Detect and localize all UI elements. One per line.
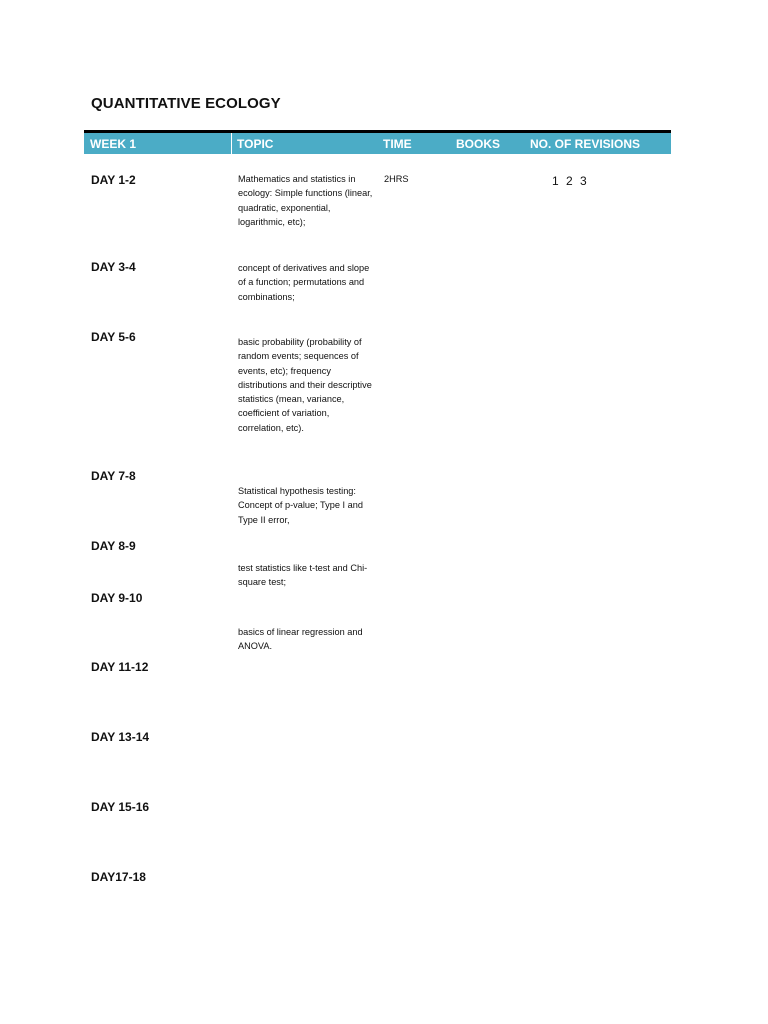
table-header (84, 130, 671, 154)
header-books: BOOKS (456, 137, 501, 151)
day-label-9-10: DAY 9-10 (91, 591, 143, 605)
day-label-15-16: DAY 15-16 (91, 800, 150, 814)
day-label-5-6: DAY 5-6 (91, 330, 136, 344)
topic-4: Statistical hypothesis testing: Concept of p-value; Type I and Type II error, (238, 486, 363, 525)
day-label-1-2: DAY 1-2 (91, 173, 136, 187)
header-time: TIME (383, 137, 412, 151)
page-title: QUANTITATIVE ECOLOGY (91, 95, 281, 112)
revisions-value: 1 2 3 (552, 174, 588, 188)
time-value: 2HRS (384, 174, 409, 184)
topic-1: Mathematics and statistics in ecology: Simple functions (linear, quadratic, exponential, logarithmic, etc); (238, 174, 373, 227)
day-label-8-9: DAY 8-9 (91, 539, 136, 553)
day-label-17-18: DAY17-18 (91, 870, 146, 884)
topic-3: basic probability (probability of random events; sequences of events, etc); frequency distributions and their descriptive statistics (mean, variance, coefficient of variation, correlation, etc). (238, 337, 372, 433)
header-divider (231, 133, 232, 154)
header-week: WEEK 1 (90, 137, 137, 151)
day-label-11-12: DAY 11-12 (91, 660, 149, 674)
header-topic: TOPIC (237, 137, 274, 151)
day-label-13-14: DAY 13-14 (91, 730, 150, 744)
header-revisions: NO. OF REVISIONS (530, 137, 641, 151)
topic-6: basics of linear regression and ANOVA. (238, 627, 363, 652)
day-label-3-4: DAY 3-4 (91, 260, 136, 274)
topic-2: concept of derivatives and slope of a function; permutations and combinations; (238, 263, 370, 302)
day-label-7-8: DAY 7-8 (91, 469, 136, 483)
topic-5: test statistics like t-test and Chi-square test; (238, 563, 368, 588)
